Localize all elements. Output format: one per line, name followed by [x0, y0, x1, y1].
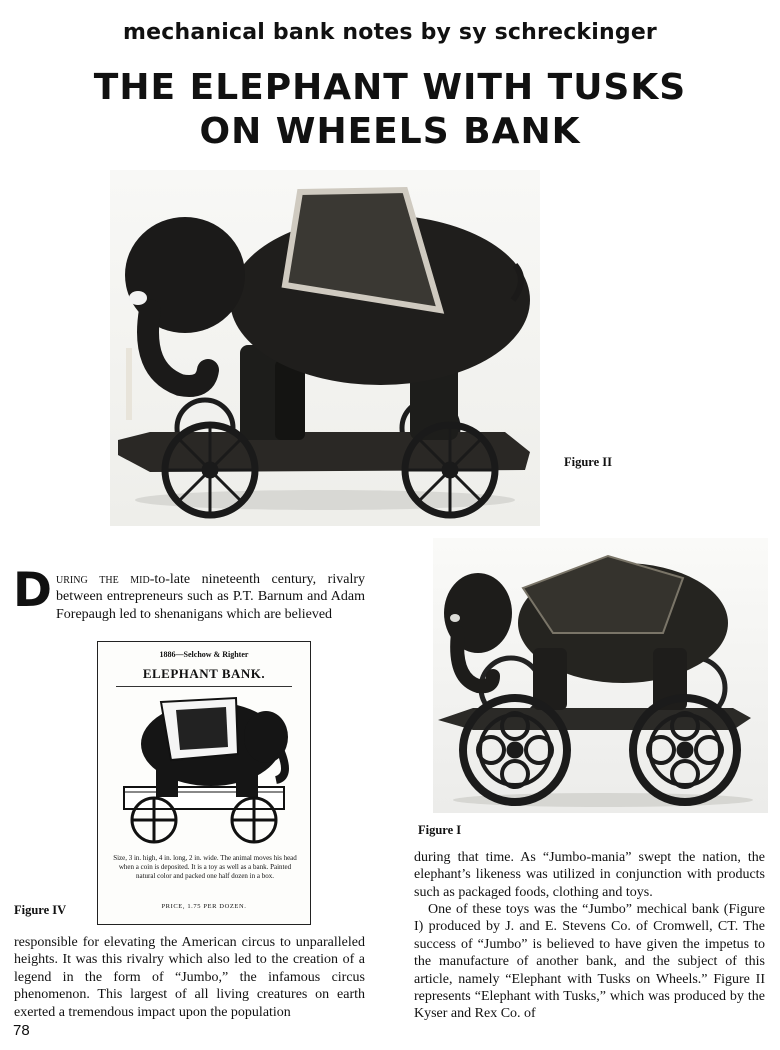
- article-paragraph-continued: responsible for elevating the American circus to unparalleled heights. It was this rivalry which also led to the creation of a legend in the form of “Jumbo,” the infamous circus phenomenon. This largest of all living creatures on earth exerted a tremendous impact upon the population: [14, 935, 365, 1020]
- article-paragraph-2: during that time. As “Jumbo-mania” swept the nation, the elephant’s likeness was utilized in conjunction with products such as packaged foods, clothing and toys.: [414, 850, 765, 900]
- column-kicker: mechanical bank notes by sy schreckinger: [122, 20, 657, 45]
- article-title: [0, 66, 780, 154]
- figure-1-caption: Figure I: [418, 823, 462, 837]
- page-number: 78: [13, 1022, 30, 1039]
- ad-price: PRICE, 1.75 PER DOZEN.: [161, 903, 247, 910]
- drop-cap: D: [13, 563, 53, 618]
- ad-title: ELEPHANT BANK.: [142, 666, 266, 681]
- ad-header: 1886—Selchow & Righter: [159, 650, 249, 659]
- article-paragraph-3: One of these toys was the “Jumbo” mechical bank (Figure I) produced by J. and E. Stevens Co. of Cromwell, CT. The success of “Jumbo” is believed to have given the impetus to the manufacture of another bank, and the subject of this article, namely “Elephant with Tusks on Wheels.” Figure II represents “Elephant with Tusks,” which was produced by the Kyser and Rex Co. of: [414, 902, 765, 1022]
- intro-text: -to-late nineteenth century, rivalry between entrepreneurs such as P.T. Barnum and Adam Forepaugh led to shenanigans which are believed: [56, 572, 365, 622]
- ad-description: Size, 3 in. high, 4 in. long, 2 in. wide. The animal moves his head when a coin is deposited. It is a toy as well as a bank. Painted natural color and packed one half dozen in a box.: [113, 854, 297, 880]
- intro-smallcaps: uring the mid: [56, 572, 150, 587]
- title-line-1: THE ELEPHANT WITH TUSKS: [93, 67, 687, 108]
- figure-2-photo: [110, 170, 540, 526]
- article-intro-paragraph: [13, 563, 365, 623]
- figure-1-photo: [433, 538, 768, 813]
- figure-4-advertisement: [97, 641, 311, 925]
- figure-2-caption: Figure II: [564, 455, 613, 469]
- ad-elephant-engraving: [116, 692, 292, 850]
- figure-4-caption: Figure IV: [14, 903, 67, 917]
- ad-divider: [116, 686, 292, 687]
- title-line-2: ON WHEELS BANK: [199, 111, 581, 152]
